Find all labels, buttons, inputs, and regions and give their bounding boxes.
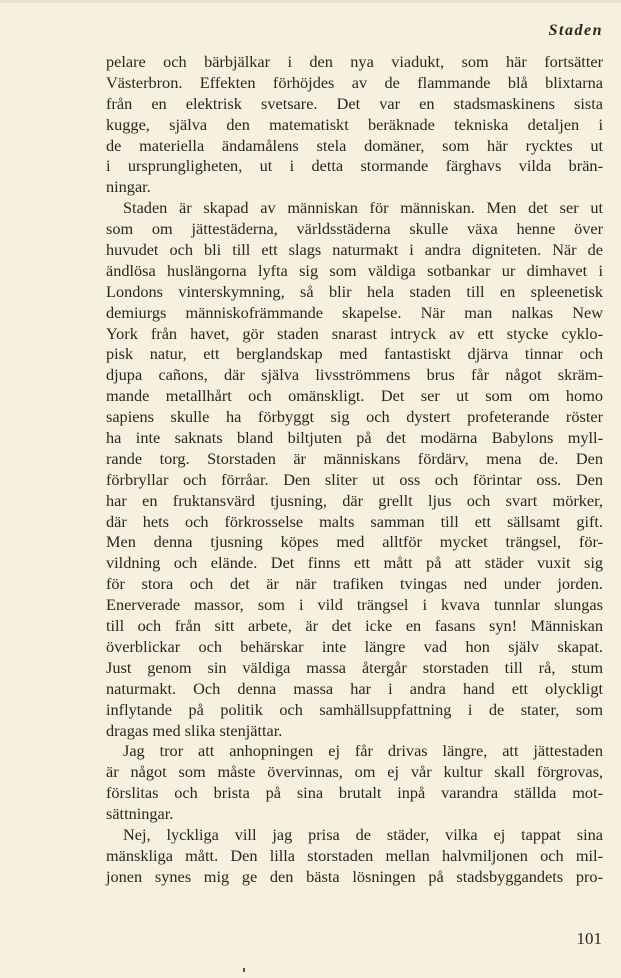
- text-line: vildning och elände. Det finns ett mått på att städer vuxit sig: [106, 553, 603, 573]
- text-line: överblickar och behärskar inte längre vad hon själv skapat.: [106, 636, 603, 656]
- text-line: ha inte saknats bland biltjuten på det modärna Babylons myll-: [106, 428, 603, 448]
- scan-speck: [243, 968, 245, 972]
- body-text: [106, 52, 603, 888]
- text-line: inflytande på politik och samhällsuppfattning i de stater, som: [106, 699, 603, 719]
- text-line: ändlösa huslängorna lyfta sig som väldiga sotbankar ur dimhavet i: [106, 260, 603, 280]
- page-top-edge: [0, 0, 621, 3]
- text-line: där hets och förkrosselse malts samman till ett sällsamt gift.: [106, 511, 603, 531]
- text-line: York från havet, gör staden snarast intryck av ett stycke cyklo-: [106, 323, 603, 343]
- text-line: till och från sitt arbete, är det icke en fasans syn! Människan: [106, 616, 603, 636]
- text-line: demiurgs människofrämmande skapelse. När man nalkas New: [106, 302, 603, 322]
- text-line: Staden är skapad av människan för människan. Men det ser ut: [123, 198, 603, 218]
- text-line: de materiella ändamålens stela domäner, som här rycktes ut: [106, 135, 603, 155]
- running-head: Staden: [548, 22, 603, 39]
- text-line: naturmakt. Och denna massa har i andra hand ett olyckligt: [106, 678, 603, 698]
- text-line: sapiens skulle ha förbyggt sig och dystert profeterande röster: [106, 407, 603, 427]
- text-line: mänskliga mått. Den lilla storstaden mellan halvmiljonen och mil-: [106, 845, 603, 865]
- text-line: för stora och det är när trafiken tvingas ned under jorden.: [106, 574, 603, 594]
- text-line: dragas med slika stenjättar.: [106, 720, 283, 740]
- text-line: sättningar.: [106, 804, 174, 824]
- text-line: som om jättestäderna, världsstäderna skulle växa henne över: [106, 219, 603, 239]
- text-line: förbryllar och förråar. Den sliter ut oss och förintar oss. Den: [106, 469, 603, 489]
- text-line: Londons vinterskymning, så blir hela staden till en spleenetisk: [106, 281, 603, 301]
- text-line: Enerverade massor, som i vild trängsel i kvava tunnlar slungas: [106, 595, 603, 615]
- text-line: Jag tror att anhopningen ej får drivas längre, att jättestaden: [123, 741, 603, 761]
- text-line: Just genom sin väldiga massa återgår storstaden till rå, stum: [106, 657, 603, 677]
- text-line: är något som måste övervinnas, om ej vår kultur skall förgrovas,: [106, 762, 603, 782]
- text-line: i ursprungligheten, ut i detta stormande färghavs vilda brän-: [106, 156, 603, 176]
- text-line: har en fruktansvärd tjusning, där grellt ljus och svart mörker,: [106, 490, 603, 510]
- text-line: ningar.: [106, 177, 151, 197]
- page-number: 101: [576, 929, 602, 948]
- text-line: Västerbron. Effekten förhöjdes av de flammande blå blixtarna: [106, 72, 603, 92]
- text-line: kugge, själva den matematiskt beräknade tekniska detaljen i: [106, 114, 603, 134]
- text-line: från en elektrisk svetsare. Det var en stadsmaskinens sista: [106, 93, 603, 113]
- text-line: jonen synes mig ge den bästa lösningen på stadsbyggandets pro-: [106, 866, 603, 886]
- text-line: huvudet och bli till ett slags naturmakt i andra digniteten. När de: [106, 240, 603, 260]
- text-line: pelare och bärbjälkar i den nya viadukt, som här fortsätter: [106, 52, 603, 71]
- text-line: Nej, lyckliga vill jag prisa de städer, vilka ej tappat sina: [123, 824, 603, 844]
- text-line: rande torg. Storstaden är människans fördärv, mena de. Den: [106, 448, 603, 468]
- text-line: förslitas och brista på sina brutalt inpå varandra ställda mot-: [106, 783, 603, 803]
- text-line: Men denna tjusning köpes med alltför mycket trängsel, för-: [106, 532, 603, 552]
- text-line: pisk natur, ett berglandskap med fantastiskt djärva tinnar och: [106, 344, 603, 364]
- text-line: mande metallhårt och omänskligt. Det ser ut som om homo: [106, 386, 603, 406]
- text-line: djupa cañons, där själva livsströmmens brus får något skräm-: [106, 365, 603, 385]
